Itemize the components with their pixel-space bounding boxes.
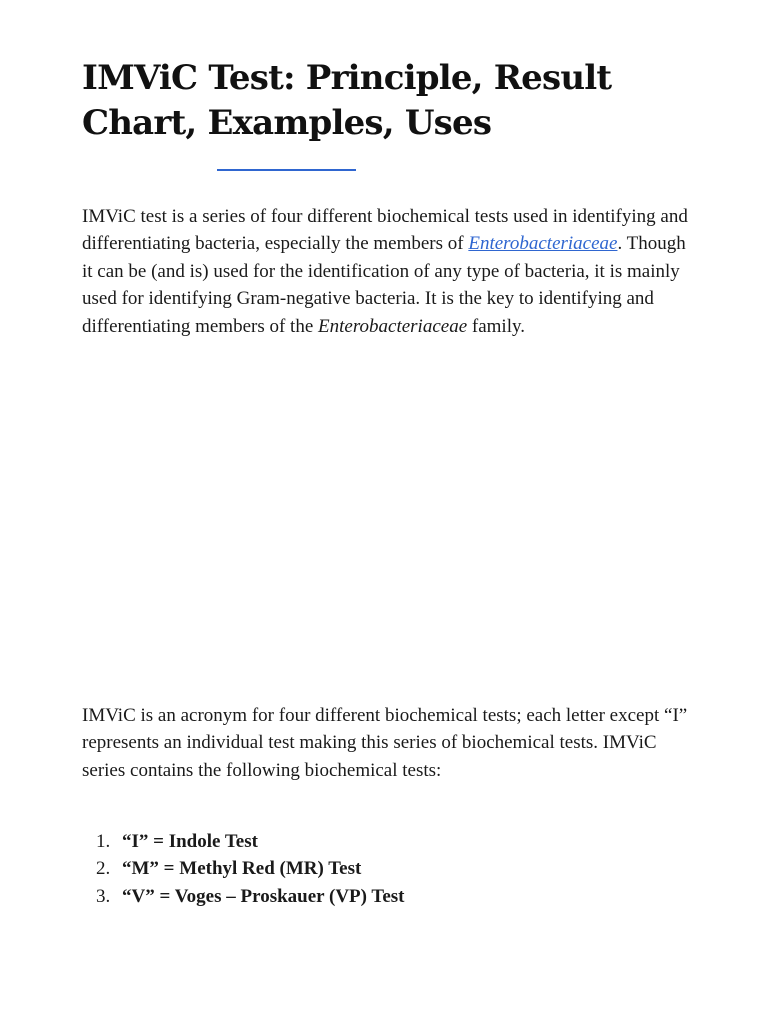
intro-italic-term: Enterobacteriaceae	[318, 315, 468, 337]
blank-ad-space	[82, 380, 692, 680]
list-item-number: 2.	[96, 858, 111, 880]
title-underline-divider	[217, 169, 356, 171]
list-item	[82, 855, 404, 882]
intro-text-end: family.	[467, 315, 526, 337]
tests-list	[82, 828, 404, 910]
intro-text-start: IMViC test is a series of four different biochemical tests used in identifying and differentiating bacteria, especially the members of	[82, 206, 688, 255]
intro-paragraph	[82, 203, 692, 340]
intro-text-middle: . Though it can be (and is) used for the identification of any type of bacteria, it is mainly used for identifying Gram-negative bacteria. It is the key to identifying and differentiating members of the	[82, 233, 686, 337]
list-item-label: “V” = Voges – Proskauer (VP) Test	[122, 885, 405, 907]
acronym-paragraph: IMViC is an acronym for four different biochemical tests; each letter except “I” represents an individual test making this series of biochemical tests. IMViC series contains the following biochemical tests:	[82, 705, 688, 781]
list-item-label: “I” = Indole Test	[122, 831, 258, 852]
article-title: IMViC Test: Principle, Result Chart, Examples, Uses	[82, 58, 612, 143]
list-item-number: 3.	[96, 885, 111, 907]
list-item	[82, 828, 404, 855]
list-item-number: 1.	[96, 831, 111, 852]
list-item-label: “M” = Methyl Red (MR) Test	[122, 858, 362, 880]
enterobacteriaceae-link[interactable]: Enterobacteriaceae	[468, 233, 618, 255]
list-item	[82, 883, 404, 910]
